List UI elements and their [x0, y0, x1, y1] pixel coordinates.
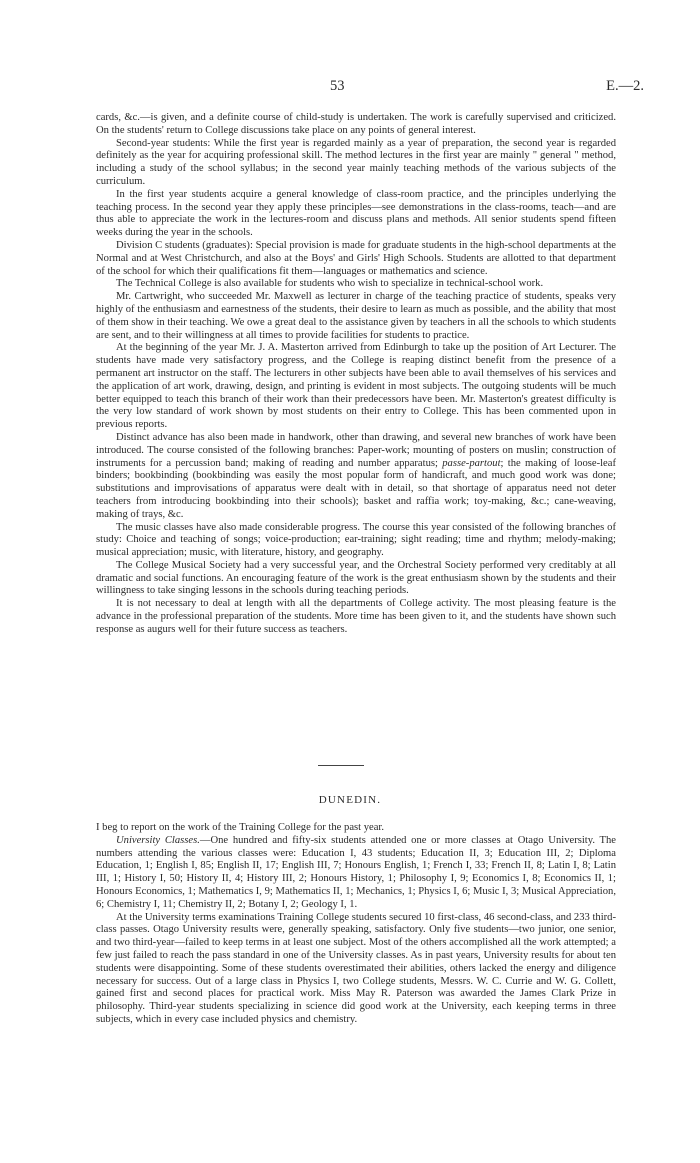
handwork-text-end: ; the making of loose-leaf binders; bookbinding (bookbinding was easily the most popular form of handicraft, and much good work was done; substitutions and improvisations of apparatus were dealt with in detail, so that shortage of apparatus need not deter teachers from introducing bookbinding into their schools); basket and raffia work; toy-making, &c.; cane-weaving, making of trays, &c. — [96, 457, 616, 520]
paragraph-second-year: Second-year students: While the first year is regarded mainly as a year of preparation, the second year is regarded definitely as the year for acquiring professional skill. The method lectures in the first year are mainly " general " method, including a study of the school syllabus; in the second year mainly teaching methods of the various subjects of the curriculum. — [96, 137, 616, 187]
page-header — [0, 78, 700, 98]
paragraph-cartwright: Mr. Cartwright, who succeeded Mr. Maxwell as lecturer in charge of the teaching practice of students, speaks very highly of the enthusiasm and earnestness of the students, their desire to learn as much as possible, and the ability that most of them show in their teaching. We owe a great deal to the assistance given by teachers in all the schools to which students are sent, and to their willingness at all times to provide facilities for students to practice. — [96, 291, 616, 341]
section-reference: E.—2. — [606, 78, 644, 94]
paragraph-musical-society: The College Musical Society had a very successful year, and the Orchestral Society performed very creditably at all dramatic and social functions. An encouraging feature of the work is the great enthusiasm shown by the students and their willingness to take singing lessons in the schools during teaching periods. — [96, 559, 616, 597]
page-number: 53 — [330, 78, 345, 94]
paragraph-dunedin-intro: I beg to report on the work of the Training College for the past year. — [96, 822, 385, 833]
handwork-text-start: Distinct advance has also been made in handwork, other than drawing, and several new branches of work have been introduced. The course consisted of the following branches: Paper-work; mounting of posters on muslin; construction of instruments for a percussion band; making of reading and number apparatus; — [96, 431, 616, 469]
paragraph-technical-college: The Technical College is also available for students who wish to specialize in technical-school work. — [116, 278, 544, 290]
handwork-italic-term: passe-partout — [442, 457, 501, 469]
university-classes-text: —One hundred and fifty-six students attended one or more classes at Otago University. The numbers attending the various classes were: Education I, 43 students; Education II, 3; Education III, 2; Diploma Education, 1; English I, 85; English II, 17; English III, 7; Honours English, 1; French I, 33; French II, 8; Latin I, 8; Latin III, 1; History I, 50; History II, 4; History III, 2; Honours History, 1; Philosophy I, 9; Economics I, 8; Economics II, 1; Honours Economics, 1; Mathematics I, 9; Mathematics II, 1; Mechanics, 1; Physics I, 6; Music I, 3; Musical Appreciation, 6; Chemistry I, 11; Chemistry II, 2; Botany I, 2; Geology I, 1. — [96, 834, 616, 910]
paragraph-conclusion: It is not necessary to deal at length with all the departments of College activity. The most pleasing feature is the advance in the professional preparation of the students. More time has been given to it, and the students have shown such response as augurs well for their future success as teachers. — [96, 598, 616, 635]
paragraph-university-classes — [96, 835, 616, 912]
university-classes-label: University Classes. — [116, 834, 200, 846]
paragraph-child-study: cards, &c.—is given, and a definite course of child-study is undertaken. The work is carefully supervised and criticized. On the students' return to College discussions take place on any points of general interest. — [96, 112, 616, 136]
paragraph-art-lecturer: At the beginning of the year Mr. J. A. Masterton arrived from Edinburgh to take up the position of Art Lecturer. The students have made very satisfactory progress, and the College is reaping distinct benefit from the presence of a permanent art instructor on the staff. The lecturers in other subjects have been able to avail themselves of his services and the application of art work, drawing, design, and printing is evident in most subjects. The outgoing students will be much better equipped to teach this branch of their work than their predecessors have been. Mr. Masterton's greatest difficulty is the very low standard of work shown by most students on their entry to College. This has been commented upon in previous reports. — [96, 342, 616, 431]
paragraph-handwork — [96, 432, 616, 522]
paragraph-university-results: At the University terms examinations Training College students secured 10 first-class, 46 second-class, and 233 third-class passes. Otago University results were, generally speaking, satisfactory. Only five students—two junior, one senior, and two third-year—failed to keep terms in at least one subject. Most of the others accomplished all the work attempted; a few just failed to reach the pass standard in one of the University classes. As in past years, University results for about ten students were disappointing. Some of these students overestimated their abilities, others lacked the energy and diligence necessary for success. Out of a large class in Physics I, two College students, Messrs. W. C. Currie and W. G. Collett, gained first and second places for practical work. Miss May R. Paterson was awarded the James Clark Prize in philosophy. Third-year students specializing in science did good work at the University, each keeping terms in three subjects, which in every case included physics and chemistry. — [96, 911, 616, 1025]
section-title-dunedin: DUNEDIN. — [318, 794, 382, 806]
christchurch-report-text — [96, 112, 616, 637]
paragraph-music-classes: The music classes have also made considerable progress. The course this year consisted of the following branches of study: Choice and teaching of songs; voice-production; ear-training; sight reading; time and rhythm; melody-making; musical appreciation; music, with literature, history, and geography. — [96, 521, 616, 559]
section-divider — [318, 765, 364, 766]
paragraph-division-c: Division C students (graduates): Special provision is made for graduate students in the high-school departments at the Normal and at West Christchurch, and also at the Boys' and Girls' High Schools. Students are allotted to that department of the school for which their qualifications fit them—languages or mathematics and science. — [96, 239, 616, 277]
paragraph-first-year: In the first year students acquire a general knowledge of class-room practice, and the principles underlying the teaching process. In the second year they apply these principles—see demonstrations in the class-rooms, teach—and are thus able to appreciate the work in the lectures-room and discuss plans and methods. All senior students spend fifteen weeks during the year in the schools. — [96, 188, 616, 239]
dunedin-report-text — [96, 822, 616, 1027]
